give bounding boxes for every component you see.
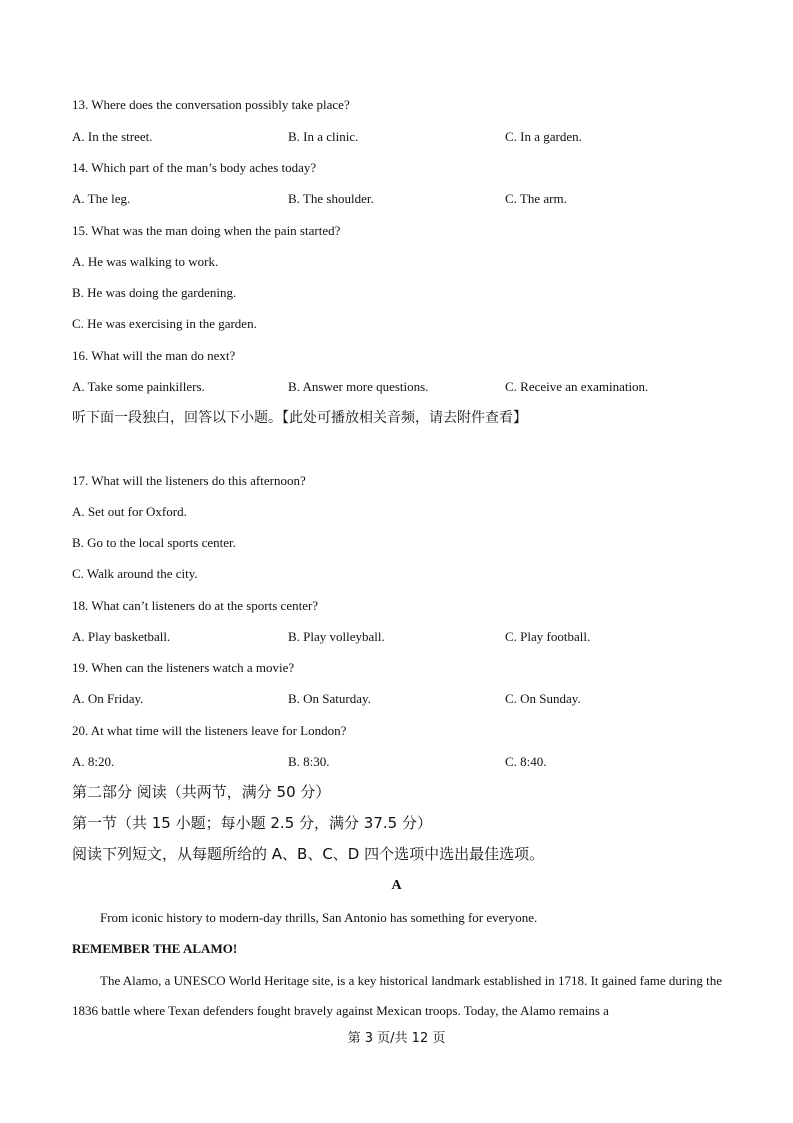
question-16-option-b: B. Answer more questions. [288, 379, 429, 394]
monologue-instruction: 听下面一段独白，回答以下小题。【此处可播放相关音频，请去附件查看】 [72, 410, 527, 426]
question-18-stem: 18. What can’t listeners do at the sports center? [72, 598, 319, 613]
question-14-option-a: A. The leg. [72, 191, 131, 206]
passage-subheading: REMEMBER THE ALAMO! [72, 941, 238, 956]
question-14-stem: 14. Which part of the man’s body aches today? [72, 160, 317, 175]
question-15-option-b: B. He was doing the gardening. [72, 285, 237, 300]
question-14-option-b: B. The shoulder. [288, 191, 374, 206]
question-20-option-c: C. 8:40. [505, 754, 547, 769]
question-13-option-b: B. In a clinic. [288, 129, 359, 144]
question-19-option-a: A. On Friday. [72, 691, 144, 706]
question-15-stem: 15. What was the man doing when the pain started? [72, 223, 341, 238]
question-17-option-c: C. Walk around the city. [72, 566, 198, 581]
question-18-option-a: A. Play basketball. [72, 629, 171, 644]
question-16-option-a: A. Take some painkillers. [72, 379, 205, 394]
question-13-stem: 13. Where does the conversation possibly take place? [72, 97, 350, 112]
question-20-stem: 20. At what time will the listeners leave for London? [72, 723, 347, 738]
passage-letter: A [391, 878, 402, 893]
question-18-option-c: C. Play football. [505, 629, 591, 644]
question-18-option-b: B. Play volleyball. [288, 629, 385, 644]
question-19-stem: 19. When can the listeners watch a movie? [72, 660, 295, 675]
question-17-option-b: B. Go to the local sports center. [72, 535, 236, 550]
question-16-option-c: C. Receive an examination. [505, 379, 649, 394]
page-footer: 第 3 页/共 12 页 [347, 1031, 446, 1046]
question-17-stem: 17. What will the listeners do this afternoon? [72, 473, 306, 488]
question-19-option-c: C. On Sunday. [505, 691, 581, 706]
question-15-option-a: A. He was walking to work. [72, 254, 219, 269]
question-17-option-a: A. Set out for Oxford. [72, 504, 187, 519]
question-13-option-c: C. In a garden. [505, 129, 582, 144]
question-16-stem: 16. What will the man do next? [72, 348, 236, 363]
question-13-option-a: A. In the street. [72, 129, 153, 144]
passage-intro: From iconic history to modern-day thrills, San Antonio has something for everyone. [100, 910, 538, 925]
question-20-option-a: A. 8:20. [72, 754, 115, 769]
question-15-option-c: C. He was exercising in the garden. [72, 316, 257, 331]
question-14-option-c: C. The arm. [505, 191, 567, 206]
passage-paragraph: The Alamo, a UNESCO World Heritage site, is a key historical landmark established in 1718. It gained fame during the 1836 battle where Texan defenders fought bravely against Mexican troops. Today, the Alamo remains a [72, 973, 722, 1018]
question-20-option-b: B. 8:30. [288, 754, 330, 769]
question-19-option-b: B. On Saturday. [288, 691, 371, 706]
part2-heading: 第二部分 阅读（共两节，满分 50 分） [72, 783, 331, 801]
reading-instruction: 阅读下列短文，从每题所给的 A、B、C、D 四个选项中选出最佳选项。 [72, 845, 545, 863]
section1-heading: 第一节（共 15 小题；每小题 2.5 分，满分 37.5 分） [72, 814, 432, 832]
